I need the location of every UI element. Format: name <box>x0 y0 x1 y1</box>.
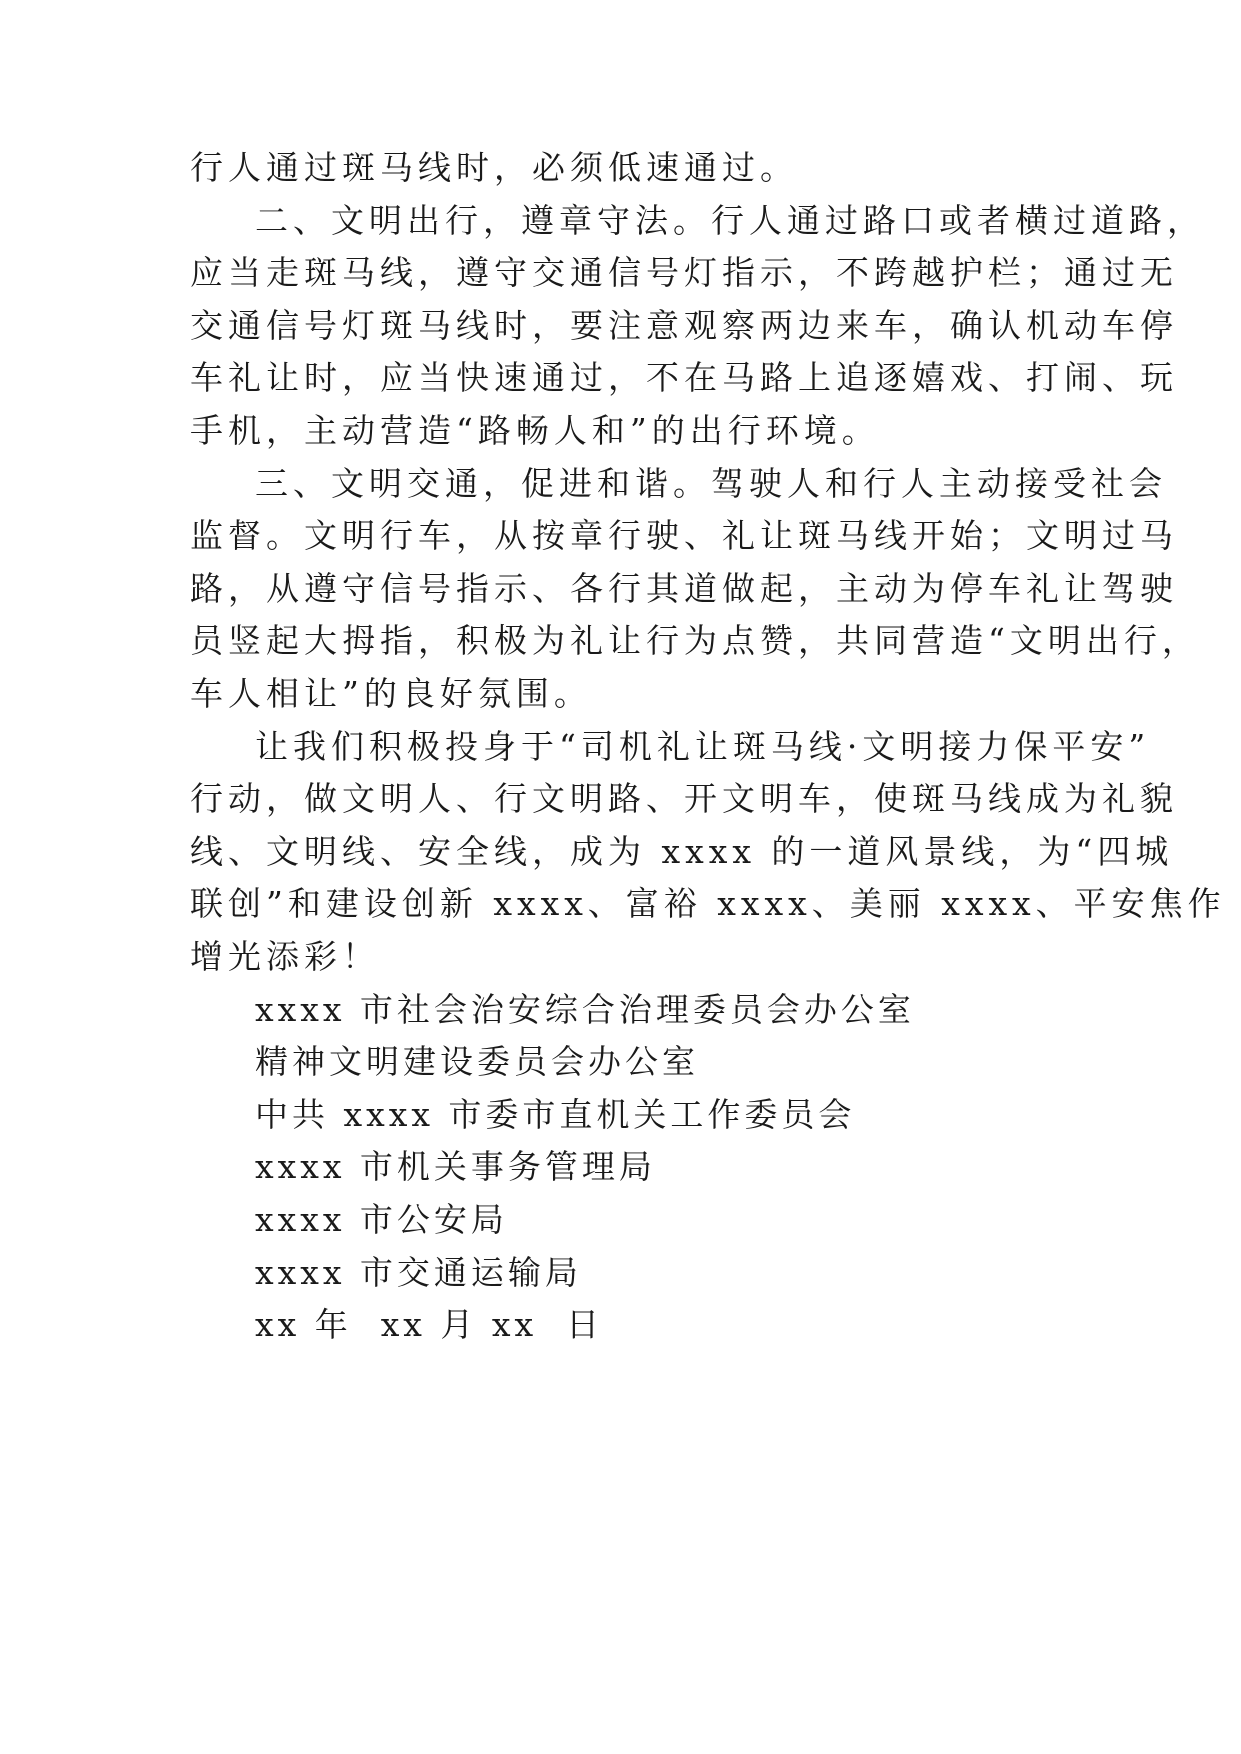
body-line: 车礼让时，应当快速通过，不在马路上追逐嬉戏、打闹、玩 <box>190 358 1178 397</box>
signatory-line: 中共 xxxx 市委市直机关工作委员会 <box>255 1095 856 1134</box>
body-line: 路，从遵守信号指示、各行其道做起，主动为停车礼让驾驶 <box>190 569 1178 608</box>
signatory-line: xxxx 市公安局 <box>255 1200 508 1239</box>
signatory-line: 精神文明建设委员会办公室 <box>255 1042 699 1081</box>
document-date: xx 年 xx 月 xx 日 <box>255 1305 604 1344</box>
body-line: 行人通过斑马线时，必须低速通过。 <box>190 148 798 187</box>
body-line: 监督。文明行车，从按章行驶、礼让斑马线开始；文明过马 <box>190 516 1178 555</box>
body-line: 手机，主动营造“路畅人和”的出行环境。 <box>190 411 880 450</box>
body-line: 员竖起大拇指，积极为礼让行为点赞，共同营造“文明出行， <box>190 621 1200 660</box>
body-line: 应当走斑马线，遵守交通信号灯指示，不跨越护栏；通过无 <box>190 253 1178 292</box>
paragraph-three-line: 三、文明交通，促进和谐。驾驶人和行人主动接受社会 <box>255 464 1167 503</box>
body-line: 增光添彩！ <box>190 937 380 976</box>
signatory-line: xxxx 市社会治安综合治理委员会办公室 <box>255 990 915 1029</box>
body-line: 联创”和建设创新 xxxx、富裕 xxxx、美丽 xxxx、平安焦作 <box>190 884 1226 923</box>
call-to-action-line: 让我们积极投身于“司机礼让斑马线·文明接力保平安” <box>255 727 1151 766</box>
body-line: 交通信号灯斑马线时，要注意观察两边来车，确认机动车停 <box>190 306 1178 345</box>
paragraph-two-line: 二、文明出行，遵章守法。行人通过路口或者横过道路， <box>255 201 1205 240</box>
body-line: 线、文明线、安全线，成为 xxxx 的一道风景线，为“四城 <box>190 832 1174 871</box>
signatory-line: xxxx 市机关事务管理局 <box>255 1147 656 1186</box>
body-line: 车人相让”的良好氛围。 <box>190 674 592 713</box>
signatory-line: xxxx 市交通运输局 <box>255 1253 582 1292</box>
body-line: 行动，做文明人、行文明路、开文明车，使斑马线成为礼貌 <box>190 779 1178 818</box>
